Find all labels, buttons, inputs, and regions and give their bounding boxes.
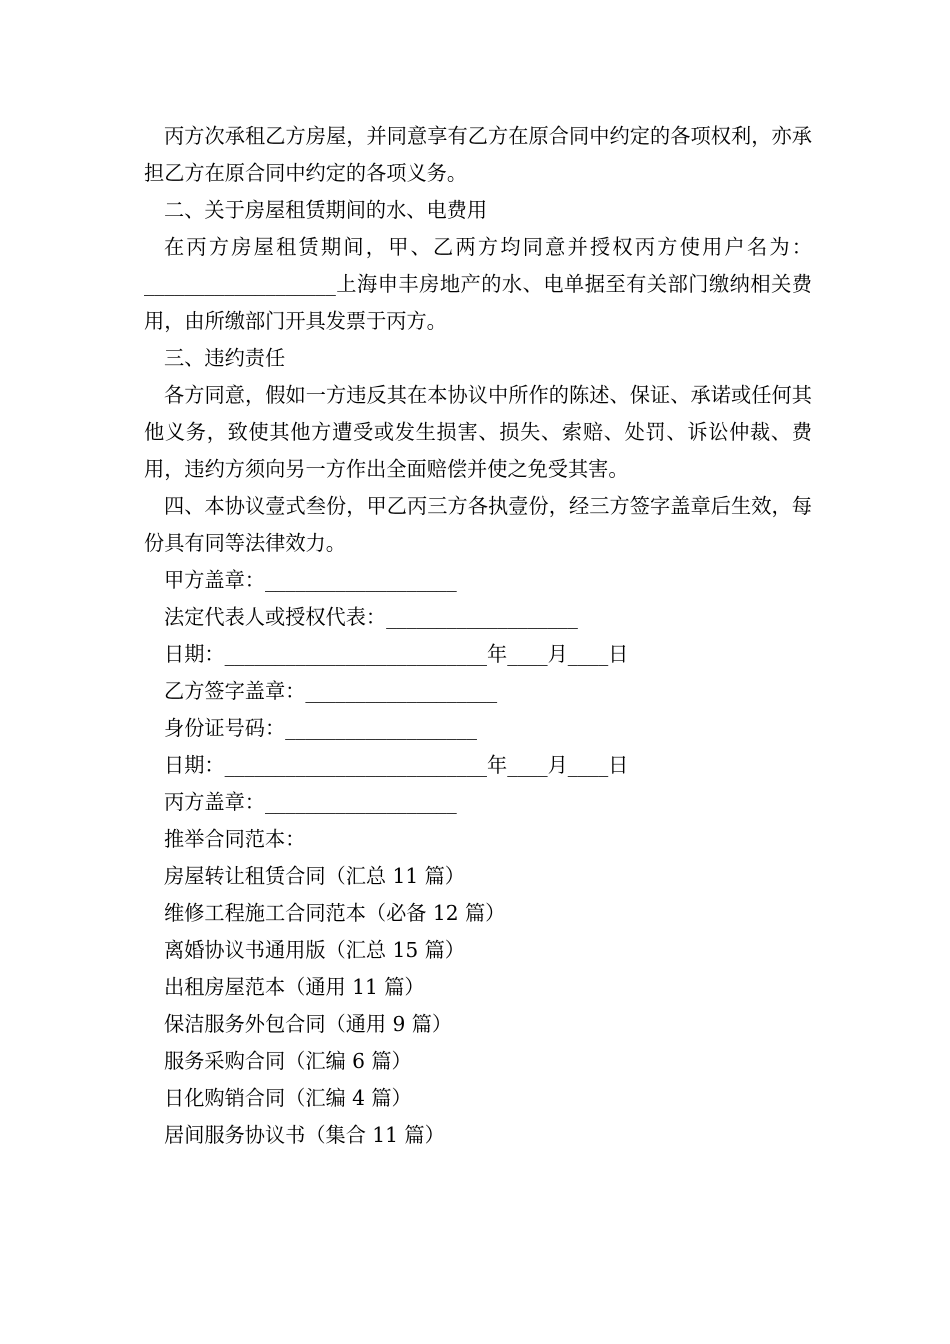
party-a-seal-blank: ___________________ bbox=[264, 568, 457, 592]
recommend-item[interactable]: 居间服务协议书（集合 11 篇） bbox=[164, 1123, 445, 1147]
party-b-sign-line bbox=[144, 673, 812, 710]
date-line-party-a bbox=[144, 636, 812, 673]
day-blank: ____ bbox=[567, 642, 609, 666]
month-label: 月 bbox=[547, 642, 568, 666]
paragraph-sublease-rights: 丙方次承租乙方房屋，并同意享有乙方在原合同中约定的各项权利，亦承担乙方在原合同中约定的各项义务。 bbox=[144, 124, 812, 185]
recommend-item[interactable]: 服务采购合同（汇编 6 篇） bbox=[164, 1049, 412, 1073]
section-heading-breach: 三、违约责任 bbox=[164, 346, 286, 370]
day-label: 日 bbox=[608, 642, 629, 666]
month-label: 月 bbox=[547, 753, 568, 777]
month-blank: ____ bbox=[507, 753, 548, 777]
date-line-party-b bbox=[144, 747, 812, 784]
party-a-seal-line bbox=[144, 562, 812, 599]
id-number-label: 身份证号码： bbox=[164, 716, 286, 740]
day-label: 日 bbox=[608, 753, 629, 777]
paragraph-copies: 四、本协议壹式叁份，甲乙丙三方各执壹份，经三方签字盖章后生效，每份具有同等法律效力。 bbox=[144, 494, 812, 555]
date-blank: __________________________ bbox=[224, 753, 488, 777]
recommend-item[interactable]: 房屋转让租赁合同（汇总 11 篇） bbox=[164, 864, 465, 888]
party-c-seal-label: 丙方盖章： bbox=[164, 790, 265, 814]
recommend-list bbox=[144, 858, 812, 1154]
recommend-item[interactable]: 保洁服务外包合同（通用 9 篇） bbox=[164, 1012, 453, 1036]
id-number-line bbox=[144, 710, 812, 747]
party-b-sign-label: 乙方签字盖章： bbox=[164, 679, 306, 703]
date-label: 日期： bbox=[164, 753, 225, 777]
date-label: 日期： bbox=[164, 642, 225, 666]
party-c-seal-blank: ___________________ bbox=[264, 790, 457, 814]
account-name-blank: ___________________ bbox=[144, 272, 336, 296]
paragraph-utilities-end: 上海申丰房地产的水、电单据至有关部门缴纳相关费用，由所缴部门开具发票于丙方。 bbox=[144, 272, 812, 333]
recommend-item[interactable]: 日化购销合同（汇编 4 篇） bbox=[164, 1086, 412, 1110]
day-blank: ____ bbox=[567, 753, 609, 777]
party-a-seal-label: 甲方盖章： bbox=[164, 568, 265, 592]
id-number-blank: ___________________ bbox=[285, 716, 477, 740]
party-c-seal-line bbox=[144, 784, 812, 821]
party-b-sign-blank: ___________________ bbox=[305, 679, 498, 703]
legal-rep-line bbox=[144, 599, 812, 636]
year-label: 年 bbox=[487, 642, 508, 666]
document-body bbox=[144, 118, 812, 1154]
legal-rep-blank: ___________________ bbox=[386, 605, 578, 629]
date-blank: __________________________ bbox=[224, 642, 488, 666]
paragraph-breach: 各方同意，假如一方违反其在本协议中所作的陈述、保证、承诺或任何其他义务，致使其他方遭受或发生损害、损失、索赔、处罚、诉讼仲裁、费用，违约方须向另一方作出全面赔偿并使之免受其害。 bbox=[144, 383, 812, 481]
paragraph-utilities bbox=[144, 229, 812, 340]
month-blank: ____ bbox=[507, 642, 548, 666]
recommend-item[interactable]: 出租房屋范本（通用 11 篇） bbox=[164, 975, 425, 999]
legal-rep-label: 法定代表人或授权代表： bbox=[164, 605, 387, 629]
year-label: 年 bbox=[487, 753, 508, 777]
recommend-item[interactable]: 离婚协议书通用版（汇总 15 篇） bbox=[164, 938, 465, 962]
recommend-heading: 推举合同范本： bbox=[164, 827, 306, 851]
section-heading-utilities: 二、关于房屋租赁期间的水、电费用 bbox=[164, 198, 488, 222]
paragraph-utilities-start: 在丙方房屋租赁期间，甲、乙两方均同意并授权丙方使用户名为： bbox=[164, 235, 812, 259]
recommend-item[interactable]: 维修工程施工合同范本（必备 12 篇） bbox=[164, 901, 506, 925]
